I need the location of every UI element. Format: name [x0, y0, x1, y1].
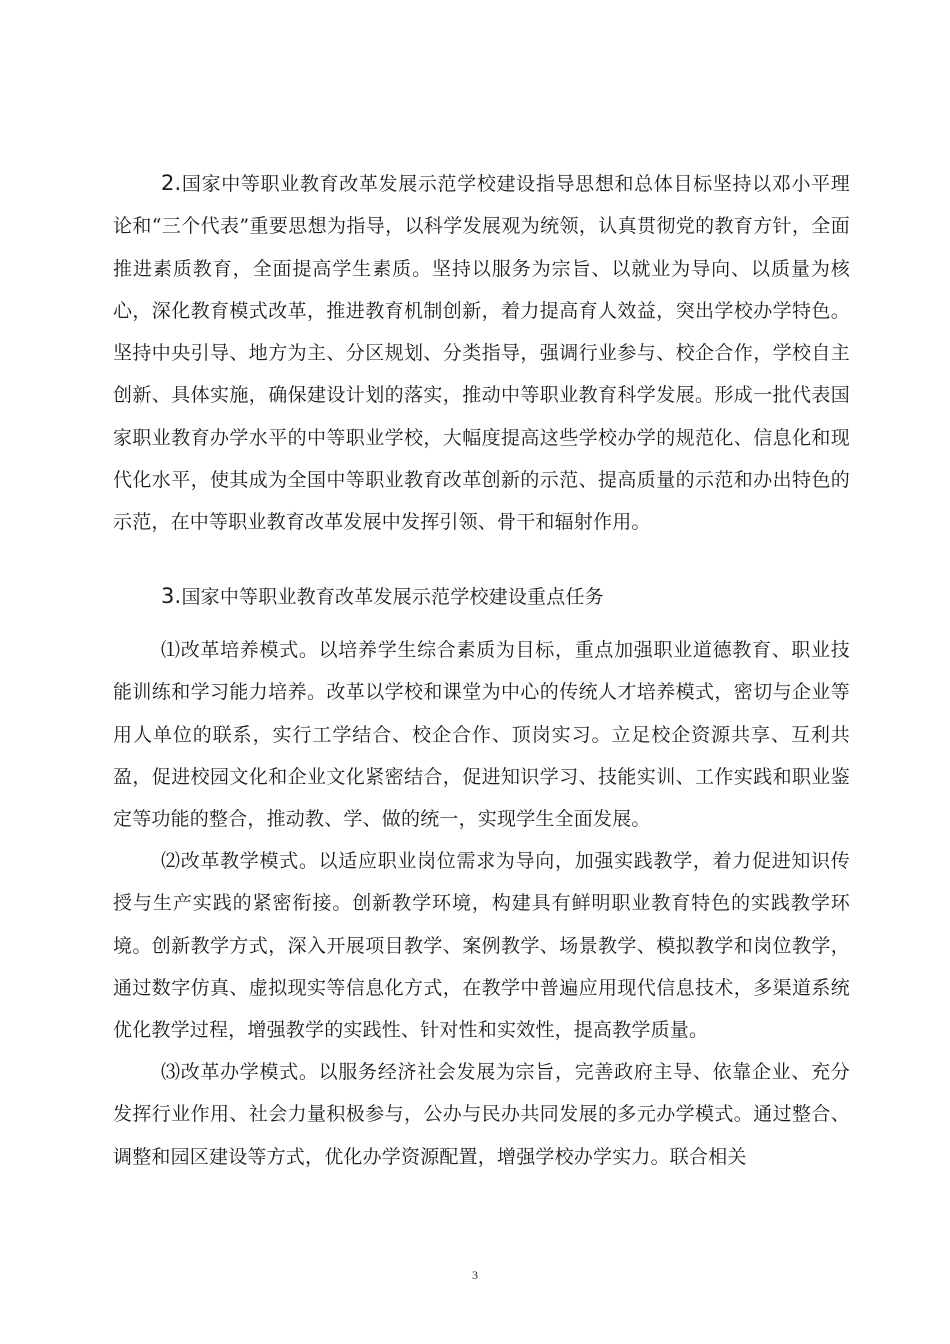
task-item-1	[113, 629, 850, 840]
task-item-2-text: 改革教学模式。以适应职业岗位需求为导向，加强实践教学，着力促进知识传授与生产实践的紧密衔接。创新教学环境，构建具有鲜明职业教育特色的实践教学环境。创新教学方式，深入开展项目教学、案例教学、场景教学、模拟教学和岗位教学，通过数字仿真、虚拟现实等信息化方式，在教学中普遍应用现代信息技术，多渠道系统优化教学过程，增强教学的实践性、针对性和实效性，提高教学质量。	[113, 850, 850, 1042]
task-item-2	[113, 840, 850, 1051]
task-item-3	[113, 1051, 850, 1178]
page-number: 3	[472, 1268, 478, 1282]
section-3-number: 3.	[161, 584, 182, 608]
section-2-paragraph	[113, 162, 850, 544]
task-item-1-text: 改革培养模式。以培养学生综合素质为目标，重点加强职业道德教育、职业技能训练和学习能力培养。改革以学校和课堂为中心的传统人才培养模式，密切与企业等用人单位的联系，实行工学结合、校企合作、顶岗实习。立足校企资源共享、互利共盈，促进校园文化和企业文化紧密结合，促进知识学习、技能实训、工作实践和职业鉴定等功能的整合，推动教、学、做的统一，实现学生全面发展。	[113, 639, 850, 831]
task-item-3-text: 改革办学模式。以服务经济社会发展为宗旨，完善政府主导、依靠企业、充分发挥行业作用、社会力量积极参与，公办与民办共同发展的多元办学模式。通过整合、调整和园区建设等方式，优化办学资源配置，增强学校办学实力。联合相关	[113, 1061, 850, 1168]
task-item-3-marker: ⑶	[161, 1061, 181, 1083]
task-item-1-marker: ⑴	[161, 639, 181, 661]
section-2-number: 2.	[161, 171, 182, 195]
section-3-heading	[113, 575, 850, 618]
section-2-text: 国家中等职业教育改革发展示范学校建设指导思想和总体目标坚持以邓小平理论和“三个代表”重要思想为指导，以科学发展观为统领，认真贯彻党的教育方针，全面推进素质教育，全面提高学生素质。坚持以服务为宗旨、以就业为导向、以质量为核心，深化教育模式改革，推进教育机制创新，着力提高育人效益，突出学校办学特色。坚持中央引导、地方为主、分区规划、分类指导，强调行业参与、校企合作，学校自主创新、具体实施，确保建设计划的落实，推动中等职业教育科学发展。形成一批代表国家职业教育办学水平的中等职业学校，大幅度提高这些学校办学的规范化、信息化和现代化水平，使其成为全国中等职业教育改革创新的示范、提高质量的示范和办出特色的示范，在中等职业教育改革发展中发挥引领、骨干和辐射作用。	[113, 173, 850, 534]
section-3-heading-text: 国家中等职业教育改革发展示范学校建设重点任务	[181, 586, 604, 608]
task-item-2-marker: ⑵	[161, 850, 181, 872]
